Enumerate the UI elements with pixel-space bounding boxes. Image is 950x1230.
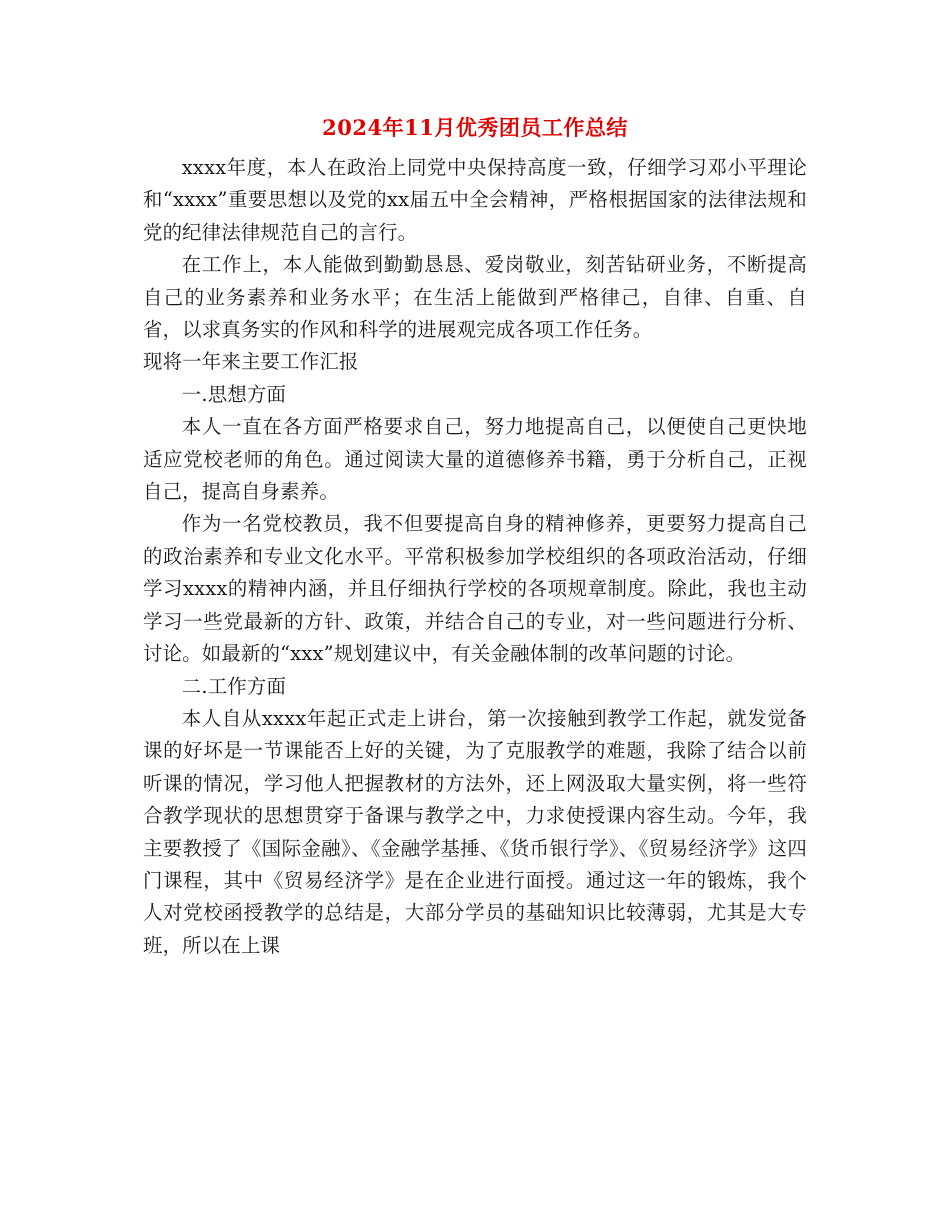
section-heading-work: 二.工作方面 <box>181 674 287 698</box>
section-heading-thought: 一.思想方面 <box>181 382 287 406</box>
paragraph-report-lead: 现将一年来主要工作汇报 <box>143 350 359 374</box>
paragraph-intro: xxxx年度，本人在政治上同党中央保持高度一致，仔细学习邓小平理论和“xxxx”重要思想以及党的xx届五中全会精神，严格根据国家的法律法规和党的纪律法律规范自己的言行。 <box>143 156 807 244</box>
paragraph-thought-1: 本人一直在各方面严格要求自己，努力地提高自己，以便使自己更快地适应党校老师的角色。通过阅读大量的道德修养书籍，勇于分析自己，正视自己，提高自身素养。 <box>143 415 807 504</box>
paragraph-work-attitude: 在工作上，本人能做到勤勤恳恳、爱岗敬业，刻苦钻研业务，不断提高自己的业务素养和业务水平；在生活上能做到严格律己，自律、自重、自省，以求真务实的作风和科学的进展观完成各项工作任务。 <box>143 253 807 342</box>
document-body <box>143 112 807 962</box>
paragraph-work-1: 本人自从xxxx年起正式走上讲台，第一次接触到教学工作起，就发觉备课的好坏是一节课能否上好的关键，为了克服教学的难题，我除了结合以前听课的情况，学习他人把握教材的方法外，还上网汲取大量实例，将一些符合教学现状的思想贯穿于备课与教学之中，力求使授课内容生动。今年，我主要教授了《国际金融》、《金融学基捶、《货币银行学》、《贸易经济学》这四门课程，其中《贸易经济学》是在企业进行面授。通过这一年的锻炼，我个人对党校函授教学的总结是，大部分学员的基础知识比较薄弱，尤其是大专班，所以在上课 <box>143 706 807 957</box>
paragraph-thought-2: 作为一名党校教员，我不但要提高自身的精神修养，更要努力提高自己的政治素养和专业文化水平。平常积极参加学校组织的各项政治活动，仔细学习xxxx的精神内涵，并且仔细执行学校的各项规章制度。除此，我也主动学习一些党最新的方针、政策，并结合自己的专业，对一些问题进行分析、讨论。如最新的“xxx”规划建议中，有关金融体制的改革问题的讨论。 <box>143 512 807 666</box>
document-title: 2024年11月优秀团员工作总结 <box>322 115 628 140</box>
